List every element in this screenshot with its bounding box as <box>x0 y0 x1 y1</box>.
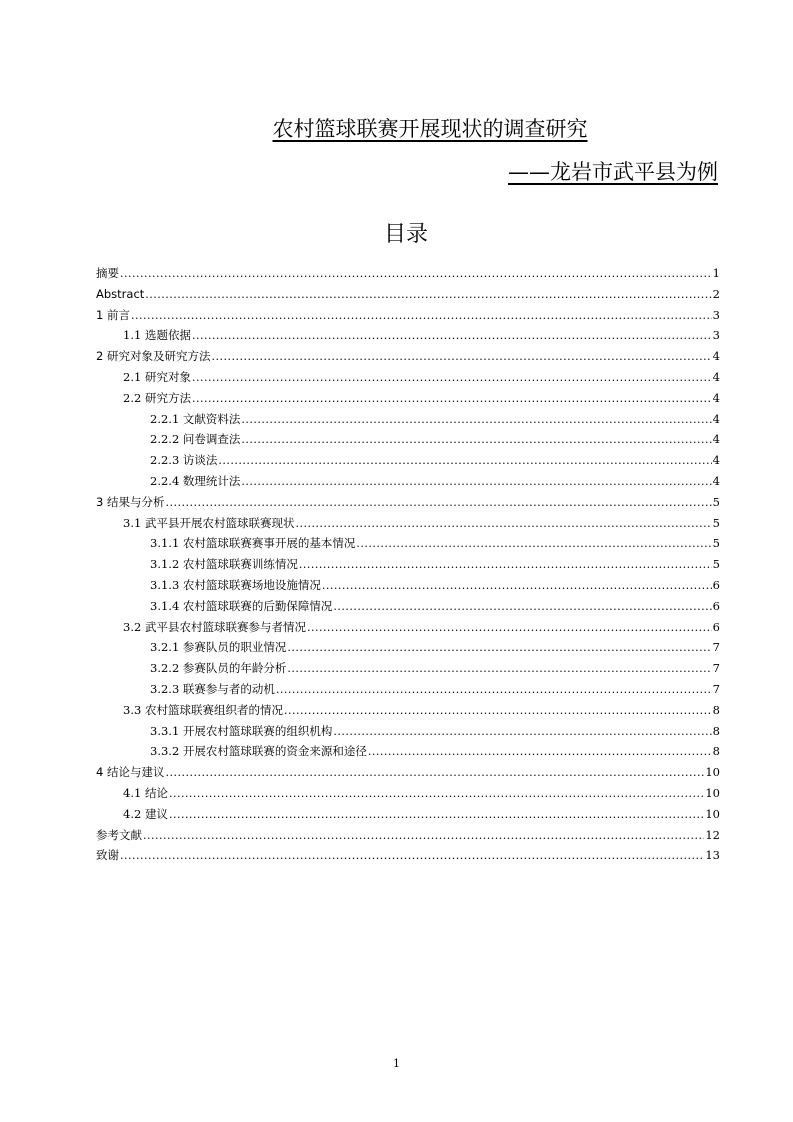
toc-entry[interactable] <box>96 617 720 638</box>
toc-entry-label: 3.1.1 农村篮球联赛赛事开展的基本情况 <box>150 536 356 551</box>
toc-entry[interactable] <box>96 388 720 409</box>
toc-entry-label: 3.2.1 参赛队员的职业情况 <box>150 640 287 655</box>
toc-entry[interactable] <box>96 825 720 846</box>
toc-leader-dots <box>333 721 711 743</box>
toc-entry-page: 4 <box>712 453 720 468</box>
toc-entry-label: 3.3.2 开展农村篮球联赛的资金来源和途径 <box>150 744 367 759</box>
toc-entry[interactable] <box>96 845 720 866</box>
toc-leader-dots <box>165 762 704 784</box>
toc-entry-page: 10 <box>705 785 720 800</box>
toc-entry[interactable] <box>96 450 720 471</box>
toc-entry[interactable] <box>96 783 720 804</box>
toc-entry-label: 2.2.4 数理统计法 <box>150 473 241 488</box>
toc-entry[interactable] <box>96 596 720 617</box>
toc-entry-page: 7 <box>712 661 720 676</box>
toc-entry-page: 13 <box>705 848 720 863</box>
toc-entry-page: 8 <box>712 744 720 759</box>
toc-entry-label: Abstract <box>96 286 145 301</box>
toc-entry[interactable] <box>96 554 720 575</box>
toc-entry-label: 4.2 建议 <box>123 806 168 821</box>
toc-entry-label: 3.1.4 农村篮球联赛的后勤保障情况 <box>150 598 333 613</box>
toc-entry-label: 2.2 研究方法 <box>123 390 191 405</box>
toc-entry-label: 2.2.3 访谈法 <box>150 453 218 468</box>
toc-entry-label: 3.3 农村篮球联赛组织者的情况 <box>123 702 283 717</box>
toc-entry[interactable] <box>96 367 720 388</box>
toc-leader-dots <box>192 325 712 347</box>
toc-entry[interactable] <box>96 741 720 762</box>
toc-entry-page: 3 <box>712 307 720 322</box>
toc-leader-dots <box>307 617 712 639</box>
toc-entry-page: 4 <box>712 369 720 384</box>
toc-entry[interactable] <box>96 533 720 554</box>
toc-entry-page: 4 <box>712 349 720 364</box>
toc-entry-page: 6 <box>712 598 720 613</box>
toc-entry-label: 参考文献 <box>96 827 142 842</box>
toc-entry-page: 6 <box>712 619 720 634</box>
toc-entry[interactable] <box>96 346 720 367</box>
toc-leader-dots <box>143 825 704 847</box>
toc-leader-dots <box>169 783 704 805</box>
toc-entry-page: 7 <box>712 640 720 655</box>
toc-entry[interactable] <box>96 305 720 326</box>
toc-entry-page: 7 <box>712 681 720 696</box>
toc-leader-dots <box>169 804 704 826</box>
toc-entry[interactable] <box>96 471 720 492</box>
toc-entry[interactable] <box>96 721 720 742</box>
toc-heading: 目录 <box>383 222 428 247</box>
toc-entry-label: 3.2.2 参赛队员的年龄分析 <box>150 661 287 676</box>
toc-entry-label: 4.1 结论 <box>123 785 168 800</box>
toc-entry[interactable] <box>96 513 720 534</box>
toc-leader-dots <box>192 388 712 410</box>
toc-leader-dots <box>120 263 712 285</box>
toc-leader-dots <box>145 284 711 306</box>
toc-leader-dots <box>211 346 711 368</box>
toc-entry-page: 8 <box>712 702 720 717</box>
toc-entry-label: 1.1 选题依据 <box>123 328 191 343</box>
table-of-contents <box>96 263 720 866</box>
toc-entry-page: 5 <box>712 557 720 572</box>
page-number: 1 <box>393 1057 400 1070</box>
toc-leader-dots <box>299 554 712 576</box>
document-title: 农村篮球联赛开展现状的调查研究 <box>272 117 588 141</box>
toc-entry-label: 2.1 研究对象 <box>123 369 191 384</box>
toc-entry-label: 2 研究对象及研究方法 <box>96 349 211 364</box>
toc-entry[interactable] <box>96 804 720 825</box>
toc-entry-page: 5 <box>712 494 720 509</box>
toc-leader-dots <box>131 305 712 327</box>
toc-entry-label: 1 前言 <box>96 307 130 322</box>
toc-entry[interactable] <box>96 409 720 430</box>
toc-leader-dots <box>276 679 712 701</box>
toc-leader-dots <box>295 513 711 535</box>
toc-leader-dots <box>287 637 711 659</box>
toc-entry-page: 4 <box>712 473 720 488</box>
toc-entry[interactable] <box>96 429 720 450</box>
toc-leader-dots <box>287 658 711 680</box>
toc-entry[interactable] <box>96 284 720 305</box>
toc-leader-dots <box>241 429 711 451</box>
toc-entry-page: 3 <box>712 328 720 343</box>
toc-entry[interactable] <box>96 263 720 284</box>
toc-entry-page: 12 <box>705 827 720 842</box>
toc-entry-label: 致谢 <box>96 848 119 863</box>
toc-leader-dots <box>333 596 711 618</box>
toc-leader-dots <box>368 741 712 763</box>
toc-entry[interactable] <box>96 762 720 783</box>
toc-entry-label: 3.1.2 农村篮球联赛训练情况 <box>150 557 298 572</box>
toc-entry[interactable] <box>96 492 720 513</box>
toc-entry-label: 摘要 <box>96 266 119 280</box>
document-subtitle: ——龙岩市武平县为例 <box>508 160 718 184</box>
toc-leader-dots <box>284 700 712 722</box>
toc-entry-page: 4 <box>712 390 720 405</box>
toc-leader-dots <box>192 367 712 389</box>
toc-leader-dots <box>218 450 711 472</box>
toc-entry-label: 3 结果与分析 <box>96 494 165 509</box>
toc-entry-page: 4 <box>712 411 720 426</box>
toc-entry-page: 10 <box>705 806 720 821</box>
toc-entry-label: 4 结论与建议 <box>96 765 165 780</box>
toc-entry[interactable] <box>96 575 720 596</box>
toc-entry-label: 2.2.2 问卷调查法 <box>150 432 241 447</box>
toc-entry-label: 3.3.1 开展农村篮球联赛的组织机构 <box>150 723 333 738</box>
toc-leader-dots <box>241 409 711 431</box>
toc-entry[interactable] <box>96 658 720 679</box>
toc-entry-label: 3.2 武平县农村篮球联赛参与者情况 <box>123 619 306 634</box>
toc-entry-page: 10 <box>705 765 720 780</box>
toc-entry-label: 3.1.3 农村篮球联赛场地设施情况 <box>150 577 321 592</box>
toc-entry-page: 5 <box>712 515 720 530</box>
toc-entry[interactable] <box>96 325 720 346</box>
toc-entry-page: 8 <box>712 723 720 738</box>
toc-entry-page: 5 <box>712 536 720 551</box>
toc-entry-page: 4 <box>712 432 720 447</box>
toc-entry-label: 3.2.3 联赛参与者的动机 <box>150 681 275 696</box>
toc-leader-dots <box>120 845 704 867</box>
toc-leader-dots <box>322 575 712 597</box>
toc-leader-dots <box>165 492 711 514</box>
toc-entry-page: 2 <box>712 286 720 301</box>
toc-entry[interactable] <box>96 637 720 658</box>
toc-entry-page: 1 <box>712 266 720 280</box>
toc-entry-label: 2.2.1 文献资料法 <box>150 411 241 426</box>
toc-leader-dots <box>241 471 711 493</box>
toc-entry[interactable] <box>96 700 720 721</box>
toc-entry[interactable] <box>96 679 720 700</box>
toc-leader-dots <box>356 533 711 555</box>
toc-entry-label: 3.1 武平县开展农村篮球联赛现状 <box>123 515 295 530</box>
toc-entry-page: 6 <box>712 577 720 592</box>
